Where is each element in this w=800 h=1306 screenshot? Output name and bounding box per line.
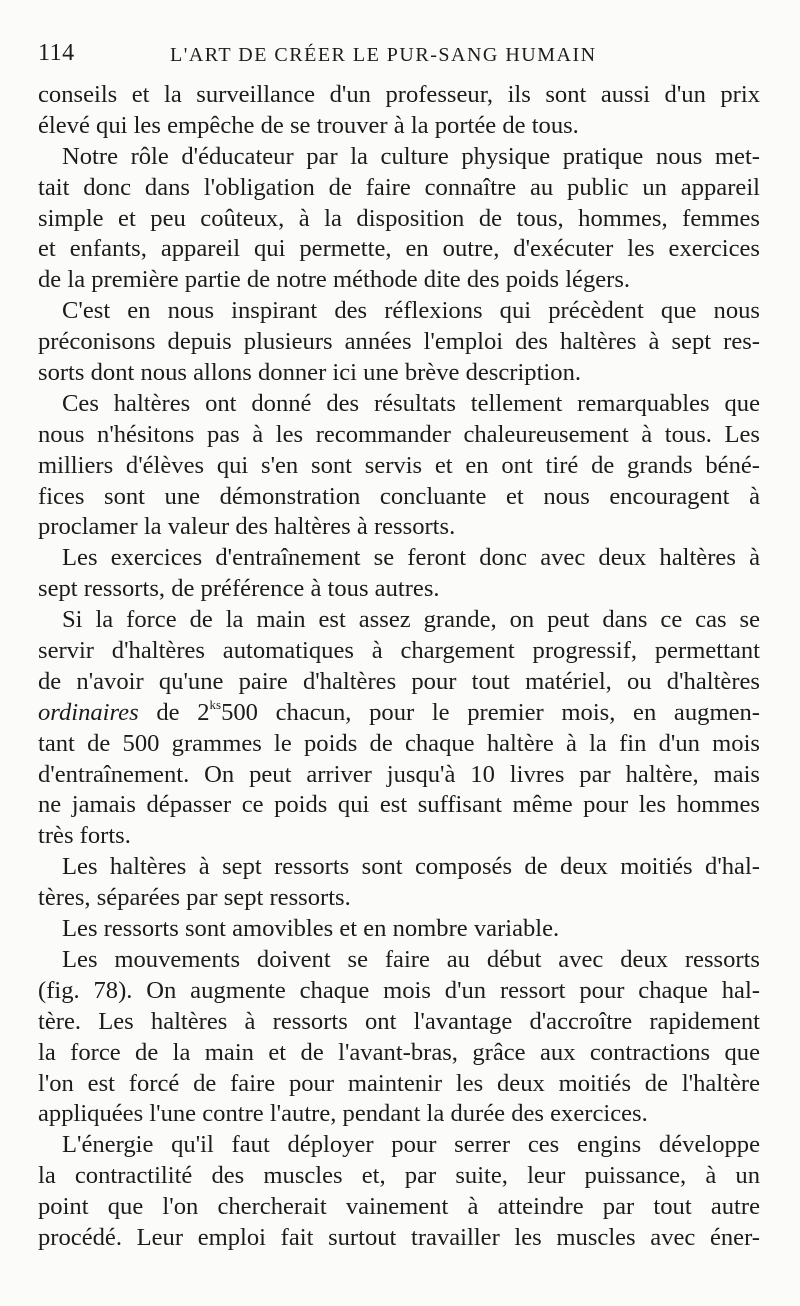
text-line: Les haltères à sept ressorts sont composés de deux moitiés d'hal-: [62, 853, 760, 881]
text-line: tères, séparées par sept ressorts.: [38, 884, 351, 912]
text-line: Les mouvements doivent se faire au début avec deux ressorts: [62, 945, 760, 973]
text-line: tait donc dans l'obligation de faire connaître au public un appareil: [38, 173, 760, 201]
text-line: procédé. Leur emploi fait surtout travailler les muscles avec éner-: [38, 1223, 760, 1251]
text-line: servir d'haltères automatiques à chargement progressif, permettant: [38, 637, 760, 665]
text-line: point que l'on chercherait vainement à atteindre par tout autre: [38, 1193, 760, 1221]
text-line: appliquées l'une contre l'autre, pendant la durée des exercices.: [38, 1100, 648, 1128]
page-header: [38, 36, 760, 80]
text-line: nous n'hésitons pas à les recommander chaleureusement à tous. Les: [38, 420, 760, 448]
text-line: Ces haltères ont donné des résultats tellement remarquables que: [62, 389, 760, 417]
text-line: la contractilité des muscles et, par suite, leur puissance, à un: [38, 1162, 760, 1190]
text-line: tant de 500 grammes le poids de chaque haltère à la fin d'un mois: [38, 729, 760, 757]
text-line: préconisons depuis plusieurs années l'emploi des haltères à sept res-: [38, 328, 760, 356]
body-text: [38, 80, 760, 1254]
text-line: fices sont une démonstration concluante et nous encouragent à: [38, 482, 760, 510]
text-line: et enfants, appareil qui permette, en outre, d'exécuter les exercices: [38, 235, 760, 263]
text-line: tère. Les haltères à ressorts ont l'avantage d'accroître rapidement: [38, 1007, 760, 1035]
text-line: (fig. 78). On augmente chaque mois d'un ressort pour chaque hal-: [38, 976, 760, 1004]
text-line: Les exercices d'entraînement se feront donc avec deux haltères à: [62, 544, 760, 572]
text-line: sorts dont nous allons donner ici une brève description.: [38, 359, 582, 387]
text-line: de n'avoir qu'une paire d'haltères pour tout matériel, ou d'haltères: [38, 667, 760, 695]
text-line: d'entraînement. On peut arriver jusqu'à 10 livres par haltère, mais: [38, 760, 760, 788]
text-line: simple et peu coûteux, à la disposition de tous, hommes, femmes: [38, 204, 760, 232]
text-line: Notre rôle d'éducateur par la culture physique pratique nous met-: [62, 142, 760, 170]
text-line: C'est en nous inspirant des réflexions qui précèdent que nous: [62, 297, 760, 325]
text-line: L'énergie qu'il faut déployer pour serrer ces engins développe: [62, 1131, 760, 1159]
text-line: proclamer la valeur des haltères à ressorts.: [38, 513, 456, 541]
text-line: milliers d'élèves qui s'en sont servis et en ont tiré de grands béné-: [38, 451, 760, 479]
text-line: l'on est forcé de faire pour maintenir les deux moitiés de l'haltère: [38, 1069, 760, 1097]
italic-word: ordinaires: [38, 698, 139, 726]
text-line: élevé qui les empêche de se trouver à la portée de tous.: [38, 111, 579, 139]
weight-value: 500: [221, 698, 258, 726]
text-line: très forts.: [38, 822, 131, 850]
page-number: 114: [38, 40, 75, 66]
unit-superscript: ks: [209, 697, 222, 712]
text-line: la force de la main et de l'avant-bras, grâce aux contractions que: [38, 1038, 760, 1066]
line-text: chacun, pour le premier mois, en augmen-: [275, 698, 760, 726]
text-line: conseils et la surveillance d'un professeur, ils sont aussi d'un prix: [38, 81, 760, 108]
text-line: [38, 698, 760, 729]
text-line: sept ressorts, de préférence à tous autres.: [38, 575, 440, 603]
text-line: Les ressorts sont amovibles et en nombre variable.: [62, 915, 560, 943]
text-line: de la première partie de notre méthode dite des poids légers.: [38, 266, 631, 294]
running-head: L'ART DE CRÉER LE PUR-SANG HUMAIN: [170, 44, 597, 66]
text-line: ne jamais dépasser ce poids qui est suffisant même pour les hommes: [38, 791, 760, 819]
plain-text: de 2: [156, 698, 210, 726]
text-line: Si la force de la main est assez grande, on peut dans ce cas se: [62, 606, 760, 634]
